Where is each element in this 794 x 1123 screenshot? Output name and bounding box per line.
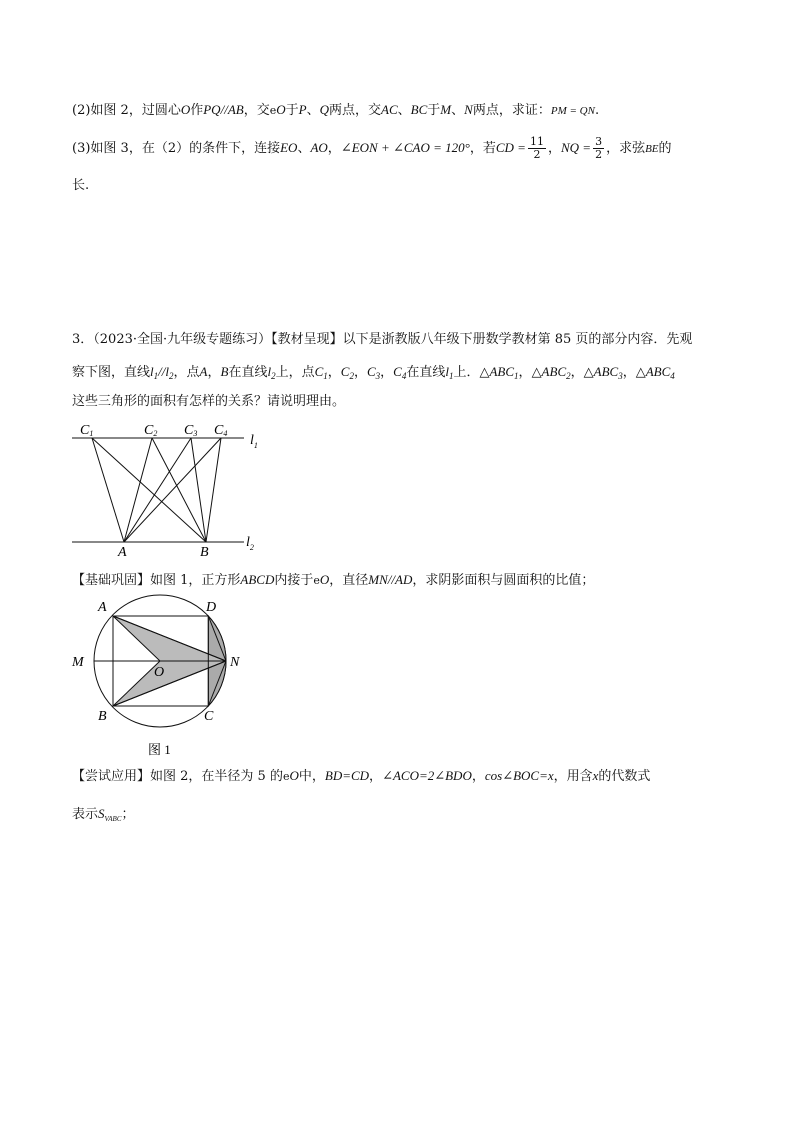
triangle: △ABC: [479, 364, 515, 379]
subscript: 2: [169, 371, 174, 381]
part-2-line: [72, 100, 599, 121]
math-var: BE: [645, 143, 659, 155]
label-a: A: [118, 545, 127, 558]
text: ，: [622, 365, 636, 380]
text: ，: [547, 141, 561, 156]
label-o: O: [154, 665, 165, 680]
denominator: 2: [595, 148, 603, 161]
math-var: C: [340, 364, 350, 379]
text: ，: [380, 365, 394, 380]
subscript: 2: [349, 371, 354, 381]
math-var: BC: [410, 102, 428, 117]
text: 两点，求证：: [472, 103, 551, 118]
subscript: 1: [514, 371, 519, 381]
math-var: AC: [381, 102, 398, 117]
label-b: B: [200, 545, 209, 558]
math-var: N: [464, 102, 473, 117]
text: ，直径: [329, 573, 369, 588]
math-var: ABCD: [240, 572, 275, 587]
math-var: l: [150, 364, 154, 379]
text: 上，点: [275, 365, 315, 380]
text: 【基础巩固】如图 1，正方形: [72, 573, 241, 588]
text: .: [594, 103, 600, 118]
label-c3: C3: [184, 423, 198, 438]
circle-symbol: e: [313, 574, 320, 587]
label-c4: C4: [214, 423, 228, 438]
try-line-2: [72, 804, 135, 829]
basic-line: [72, 570, 594, 591]
math-var: l: [165, 364, 169, 379]
math-var: C: [366, 364, 376, 379]
subscript: 2: [566, 371, 571, 381]
subscript: 3: [375, 371, 381, 381]
part-3-line-2: [72, 176, 89, 196]
problem-3-line-3: [72, 392, 345, 412]
math-var: O: [319, 572, 330, 587]
text: 3．（2023·全国·九年级专题练习）【教材呈现】以下是浙教版八年级下册数学教材第 85 页的部分内容．先观: [72, 332, 693, 347]
text: 在直线: [406, 365, 446, 380]
text: 的代数式: [598, 769, 651, 784]
figure-1: [66, 594, 256, 760]
text: 两点，交: [329, 103, 382, 118]
text: 【尝试应用】如图 2，在半径为 5 的: [72, 769, 283, 784]
try-line-1: [72, 766, 650, 787]
numerator: 3: [595, 135, 603, 148]
text: ，求弦: [606, 141, 646, 156]
figure-1-caption: 图 1: [148, 742, 171, 757]
label-c1: C1: [80, 423, 94, 438]
label-c: C: [204, 709, 214, 724]
math-var: C: [393, 364, 402, 379]
numerator: 11: [529, 135, 544, 148]
label-l1: $l_1$: [250, 433, 258, 450]
text: ，交: [243, 103, 270, 118]
text: 在直线: [228, 365, 268, 380]
parallel-symbol: //: [220, 102, 228, 117]
text: ，: [369, 769, 383, 784]
math-var: A: [199, 364, 208, 379]
label-c2: C2: [144, 423, 158, 438]
subscript: 1: [153, 371, 159, 381]
triangle: △ABC: [531, 364, 567, 379]
math-var: AO: [310, 140, 328, 155]
parallel-symbol: //: [387, 572, 396, 587]
subscript: VABC: [104, 815, 122, 823]
math-var: P: [298, 102, 307, 117]
math-var: AD: [395, 572, 413, 587]
math-var: MN: [368, 572, 388, 587]
math-var: PQ: [203, 102, 221, 117]
circle-symbol: e: [282, 770, 290, 783]
math-var: O: [180, 102, 191, 117]
triangle: △ABC: [583, 364, 619, 379]
math-var: O: [289, 768, 299, 783]
text: ；: [121, 807, 135, 822]
parallel-symbol: //: [158, 364, 166, 379]
subscript: 1: [448, 371, 454, 381]
text: ，用含: [553, 769, 593, 784]
text: ，: [353, 365, 367, 380]
math-var: x: [592, 768, 599, 783]
parallel-lines-figure: [60, 414, 280, 558]
fraction-11-2: [528, 136, 546, 161]
part-3-line: [72, 134, 672, 163]
text: (2)如图 2，过圆心: [72, 103, 181, 118]
math-var: l: [445, 364, 449, 379]
subscript: 4: [670, 371, 675, 381]
text: ，求阴影面积与圆面积的比值；: [412, 573, 595, 588]
subscript: 4: [401, 371, 407, 381]
label-n: N: [230, 655, 240, 670]
circle-symbol: e: [269, 104, 277, 117]
subscript: 2: [271, 371, 276, 381]
text: ，: [327, 141, 341, 156]
equation: PM = QN: [550, 105, 595, 117]
text: 的: [658, 141, 672, 156]
math-var: S: [98, 806, 105, 821]
math-var: M: [440, 102, 452, 117]
text: 、: [306, 103, 320, 118]
subscript: 1: [323, 371, 328, 381]
text: 中，: [298, 769, 325, 784]
triangle-segments: [92, 438, 221, 542]
text: ，: [207, 365, 221, 380]
text: 这些三角形的面积有怎样的关系？请说明理由。: [72, 394, 346, 409]
text: 察下图，直线: [72, 365, 151, 380]
math-var: EO: [280, 140, 298, 155]
math-var: cos∠BOC=x: [484, 768, 554, 783]
text: 于: [285, 103, 299, 118]
text: 、: [451, 103, 465, 118]
text: 、: [397, 103, 411, 118]
angle-equation: ∠EON + ∠CAO = 120°: [340, 140, 470, 155]
text: ，若: [469, 141, 496, 156]
math-var: l: [267, 364, 272, 379]
text: 于: [427, 103, 441, 118]
math-var: CD =: [495, 140, 526, 155]
text: ，: [327, 365, 341, 380]
label-l2: $l_2$: [246, 535, 254, 552]
text: 、: [297, 141, 311, 156]
text: ，: [471, 769, 485, 784]
math-var: C: [314, 364, 324, 379]
math-var: Q: [319, 102, 329, 117]
text: (3)如图 3，在（2）的条件下，连接: [72, 141, 281, 156]
label-d: D: [206, 600, 217, 615]
text: 作: [190, 103, 204, 118]
fraction-3-2: [593, 136, 604, 161]
angle-equation: ∠ACO=2∠BDO: [382, 768, 472, 783]
triangle: △ABC: [635, 364, 671, 379]
text: 内接于: [274, 573, 314, 588]
math-var: O: [276, 102, 286, 117]
text: 上．: [453, 365, 480, 380]
math-var: BD=CD: [324, 768, 370, 783]
problem-3-line-1: [72, 330, 692, 350]
text: 长.: [72, 178, 90, 193]
text: 表示: [72, 807, 99, 822]
problem-3-line-2: [72, 362, 675, 386]
label-a: A: [98, 600, 107, 615]
subscript: 3: [618, 371, 623, 381]
math-var: AB: [227, 102, 244, 117]
text: ，: [570, 365, 584, 380]
text: ，点: [173, 365, 200, 380]
label-m: M: [72, 655, 84, 670]
math-var: B: [220, 364, 229, 379]
text: ，: [518, 365, 532, 380]
label-b: B: [98, 709, 107, 724]
denominator: 2: [533, 148, 541, 161]
math-var: NQ =: [560, 140, 592, 155]
